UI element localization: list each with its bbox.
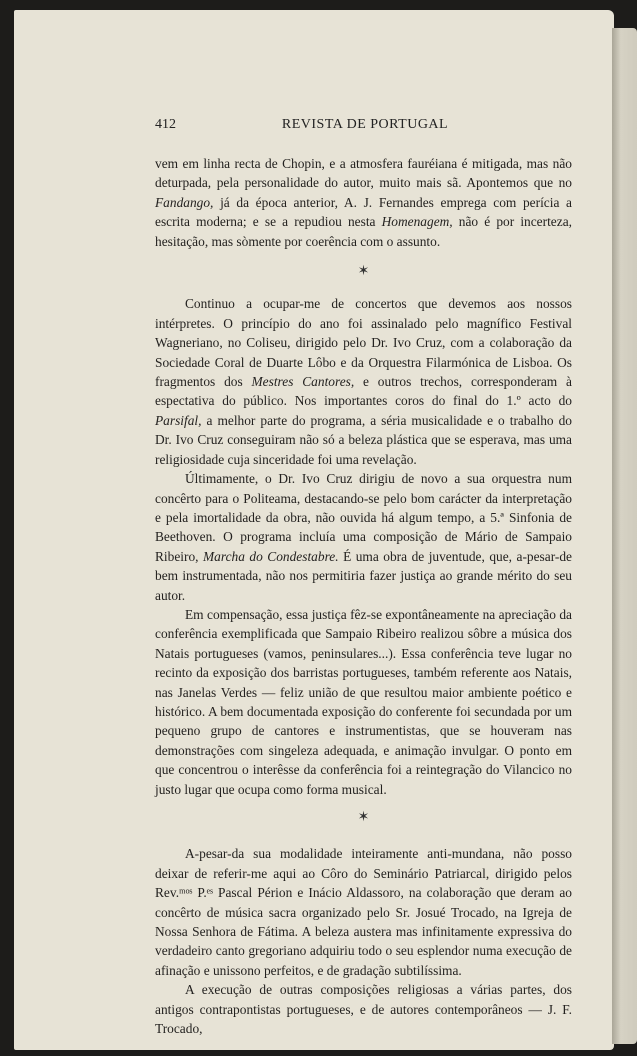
italic-title: Parsifal, — [155, 412, 202, 428]
paragraph — [155, 605, 572, 799]
text-run: vem em linha recta de Chopin, e a atmosfera fauréiana é mitigada, mas não deturpada, pela personalidade do autor, muito mais sã. Apontemos que no — [155, 156, 572, 191]
italic-title: Marcha do Condestabre. — [203, 548, 339, 564]
text-run: e outros trechos, corresponderam à espectativa do público. Nos importantes coros do final do 1.º acto do — [155, 374, 572, 409]
paragraph — [155, 154, 572, 251]
italic-title: Mestres Cantores, — [251, 374, 355, 390]
text-run: Continuo a ocupar-me de concertos que devemos aos nossos intérpretes. O princípio do ano foi assinalado pelo magnífico Festival Wagneriano, no Coliseu, dirigido pelo Dr. Ivo Cruz, com a colaboração da Sociedade Coral de Duarte Lôbo e da Orquestra Filarmónica de Lisboa. Os fragmentos dos — [155, 296, 572, 390]
paragraph — [155, 294, 572, 469]
text-run: Últimamente, o Dr. Ivo Cruz dirigiu de novo a sua orquestra num concêrto para o Politeama, destacando-se pelo bom carácter da interpretação e pela imortalidade da obra, não ouvida há algum tempo, a 5.ª Sinfonia de Beethoven. O programa incluía uma composição de Mário de Sampaio Ribeiro, — [155, 471, 572, 564]
italic-title: Homenagem, — [381, 214, 453, 230]
paragraph — [155, 980, 572, 1038]
text-run: já da época anterior, A. J. Fernandes emprega com perícia a escrita moderna; e se a repudiou nesta — [155, 194, 572, 230]
section-divider-star-icon: ✶ — [357, 264, 370, 280]
italic-title: Fandango, — [155, 194, 214, 210]
paragraph — [155, 844, 572, 980]
text-run: a melhor parte do programa, a séria musicalidade e o trabalho do Dr. Ivo Cruz conseguiram não só a beleza plástica que se esperava, mas uma religiosidade cuja sinceridade foi uma revelação. — [155, 412, 572, 467]
text-run: não é por incerteza, hesitação, mas sòmente por coerência com o assunto. — [155, 214, 572, 249]
text-run: É uma obra de juventude, que, a-pesar-de bem instrumentada, não nos permitiria fazer justiça ao grande mérito do seu autor. — [155, 548, 572, 603]
text-run: A-pesar-da sua modalidade inteiramente anti-mundana, não posso deixar de referir-me aqui ao Côro do Seminário Patriarcal, dirigido pelos Rev.ᵐᵒˢ P.ᵉˢ Pascal Périon e Inácio Aldassoro, na colaboração que deram ao concêrto de música sacra organizado pelo Sr. Josué Trocado, na Igreja de Nossa Senhora de Fátima. A beleza austera mas infinitamente expressiva do verdadeiro canto gregoriano adquiriu todo o seu esplendor numa execução de afinação e unissono perfeitos, e de gradação subtilíssima. — [155, 846, 572, 978]
text-run: A execução de outras composições religiosas a várias partes, dos antigos contrapontistas portugueses, e de autores contemporâneos — J. F. Trocado, — [155, 982, 572, 1037]
page-number: 412 — [155, 117, 176, 132]
text-run: Em compensação, essa justiça fêz-se expontâneamente na apreciação da conferência exemplificada que Sampaio Ribeiro realizou sôbre a música dos Natais portugueses (vamos, peninsulares...). Essa conferência teve lugar no recinto da exposição dos barristas portugueses, também referente aos Natais, nas Janelas Verdes — feliz união de que resultou maior ambiente poético e histórico. A bem documentada exposição do conferente foi secundada por um pequeno grupo de cantores e instrumentistas, que se houveram nas demonstrações com singeleza adequada, e animação invulgar. O ponto em que concentrou o interêsse da conferência foi a reintegração do Vilancico no justo lugar que ocupa como forma musical. — [155, 606, 572, 797]
article-body — [155, 154, 572, 1038]
page-edge — [612, 28, 637, 1044]
section-divider-star-icon: ✶ — [357, 810, 370, 825]
running-title: REVISTA DE PORTUGAL — [281, 117, 449, 132]
paragraph — [155, 469, 572, 605]
